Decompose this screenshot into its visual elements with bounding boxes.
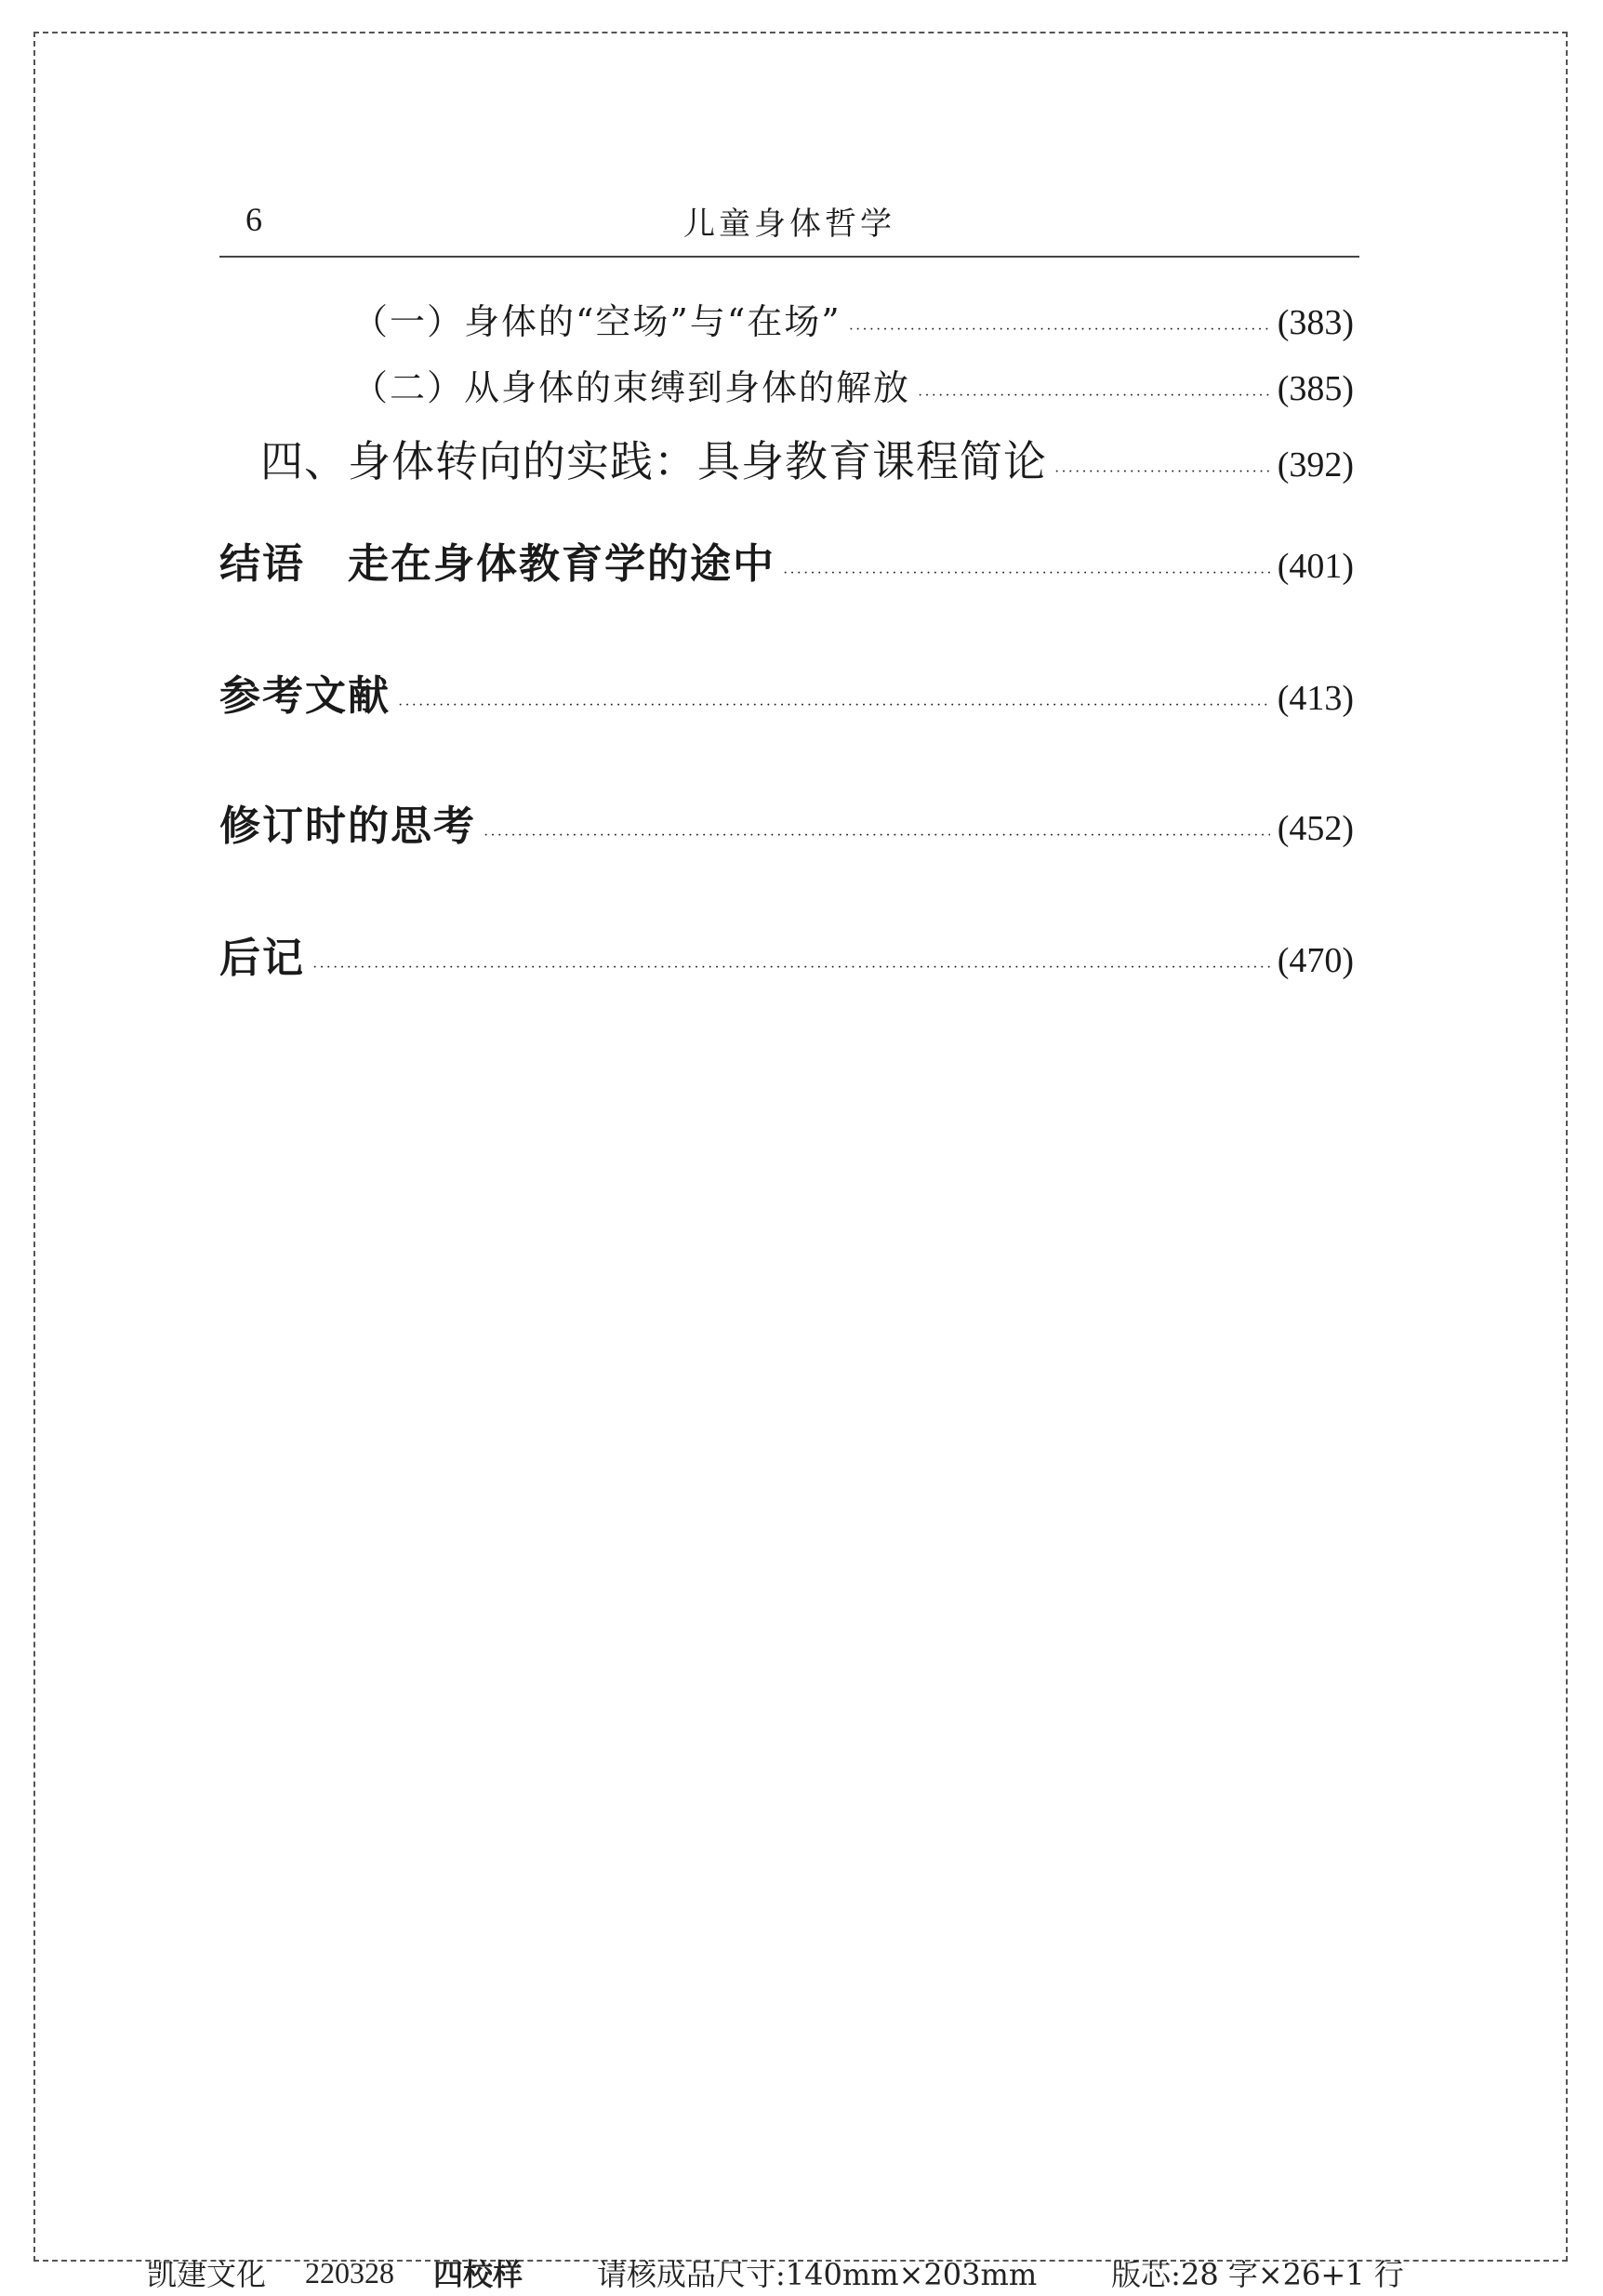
toc-entry-title: （一）身体的“空场”与“在场” [352,301,841,342]
toc-entry-title: 后记 [219,935,305,982]
page-header [219,191,1359,258]
running-title: 儿童身体哲学 [683,206,895,243]
toc-entry-title: （二）从身体的束缚到身体的解放 [352,367,911,408]
toc-entry-page: (413) [1277,679,1354,718]
toc-entry [219,293,1354,344]
footer-proof-stage: 四校样 [433,2257,523,2292]
page-number: 6 [245,201,262,238]
toc-entry-title: 四、身体转向的实践：具身教育课程简论 [260,436,1047,486]
toc-leader-dots [918,388,1270,405]
toc-leader-dots [849,322,1270,338]
footer-date: 220328 [305,2255,395,2289]
toc-entry [219,924,1354,984]
proof-footer [147,2252,1560,2293]
footer-size-note: 请核成品尺寸:140mm×203mm [597,2257,1038,2292]
toc-entry [219,428,1354,489]
toc-leader-dots [398,697,1270,714]
toc-entry [219,530,1354,590]
toc-entry-title: 参考文献 [219,672,391,720]
toc-entry [219,792,1354,852]
toc-entry-page: (392) [1277,445,1354,484]
toc-entry-title: 结语 走在身体教育学的途中 [219,540,775,588]
toc-leader-dots [484,828,1270,844]
toc-entry-page: (383) [1277,303,1354,342]
toc-entry-page: (401) [1277,547,1354,586]
footer-studio: 凯建文化 [147,2257,267,2292]
toc-entry [219,359,1354,410]
toc-leader-dots [1054,464,1270,481]
toc-entry [219,662,1354,722]
toc-leader-dots [312,960,1270,976]
toc-entry-title: 修订时的思考 [219,803,476,850]
toc-entry-page: (470) [1277,941,1354,980]
toc-entry-page: (452) [1277,809,1354,848]
toc-leader-dots [783,565,1270,582]
toc-entry-page: (385) [1277,369,1354,408]
footer-layout-note: 版芯:28 字×26+1 行 [1111,2257,1404,2292]
